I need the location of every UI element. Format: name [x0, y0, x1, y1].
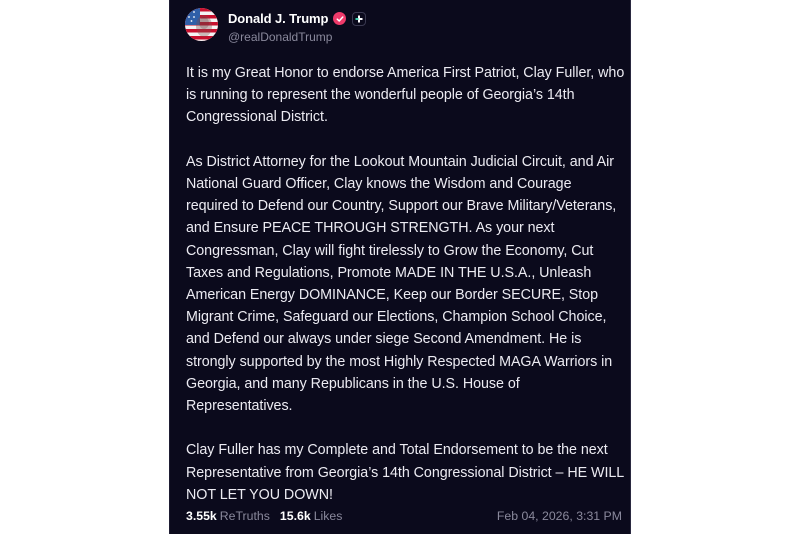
post-paragraph: It is my Great Honor to endorse America First Patriot, Clay Fuller, who is running to represent the wonderful people of Georgia’s 14th Congressional District.	[186, 65, 625, 126]
post-timestamp[interactable]: Feb 04, 2026, 3:31 PM	[496, 509, 622, 523]
author-handle[interactable]: @realDonaldTrump	[228, 30, 333, 44]
author-name[interactable]: Donald J. Trump	[228, 11, 329, 26]
likes-label: Likes	[313, 509, 343, 523]
post-body	[186, 62, 626, 506]
retruths-stat[interactable]	[186, 509, 270, 523]
post-card	[169, 0, 631, 534]
retruths-count: 3.55k	[186, 509, 217, 523]
avatar[interactable]	[185, 8, 218, 41]
post-stats	[186, 509, 352, 523]
plus-badge-icon	[352, 12, 366, 26]
likes-count: 15.6k	[279, 509, 311, 523]
post-header	[185, 8, 366, 44]
likes-stat[interactable]	[280, 509, 343, 523]
post-paragraph: Clay Fuller has my Complete and Total Endorsement to be the next Representative from Georgia’s 14th Congressional District – HE WILL NOT LET YOU DOWN!	[186, 442, 624, 503]
flag-portrait-avatar-icon	[185, 8, 218, 41]
post-paragraph: As District Attorney for the Lookout Mountain Judicial Circuit, and Air National Guard Officer, Clay knows the Wisdom and Courage required to Defend our Country, Support our Brave Military/Veterans, and Ensure PEACE THROUGH STRENGTH. As your next Congressman, Clay will fight tirelessly to Grow the Economy, Cut Taxes and Regulations, Promote MADE IN THE U.S.A., Unleash American Energy DOMINANCE, Keep our Border SECURE, Stop Migrant Crime, Safeguard our Elections, Champion School Choice, and Defend our always under siege Second Amendment. He is strongly supported by the most Highly Respected MAGA Warriors in Georgia, and many Republicans in the U.S. House of Representatives.	[186, 153, 617, 415]
author-info	[228, 10, 366, 44]
post-footer	[186, 509, 622, 523]
name-row	[228, 10, 366, 27]
verified-badge-icon	[333, 12, 346, 25]
retruths-label: ReTruths	[219, 509, 270, 523]
